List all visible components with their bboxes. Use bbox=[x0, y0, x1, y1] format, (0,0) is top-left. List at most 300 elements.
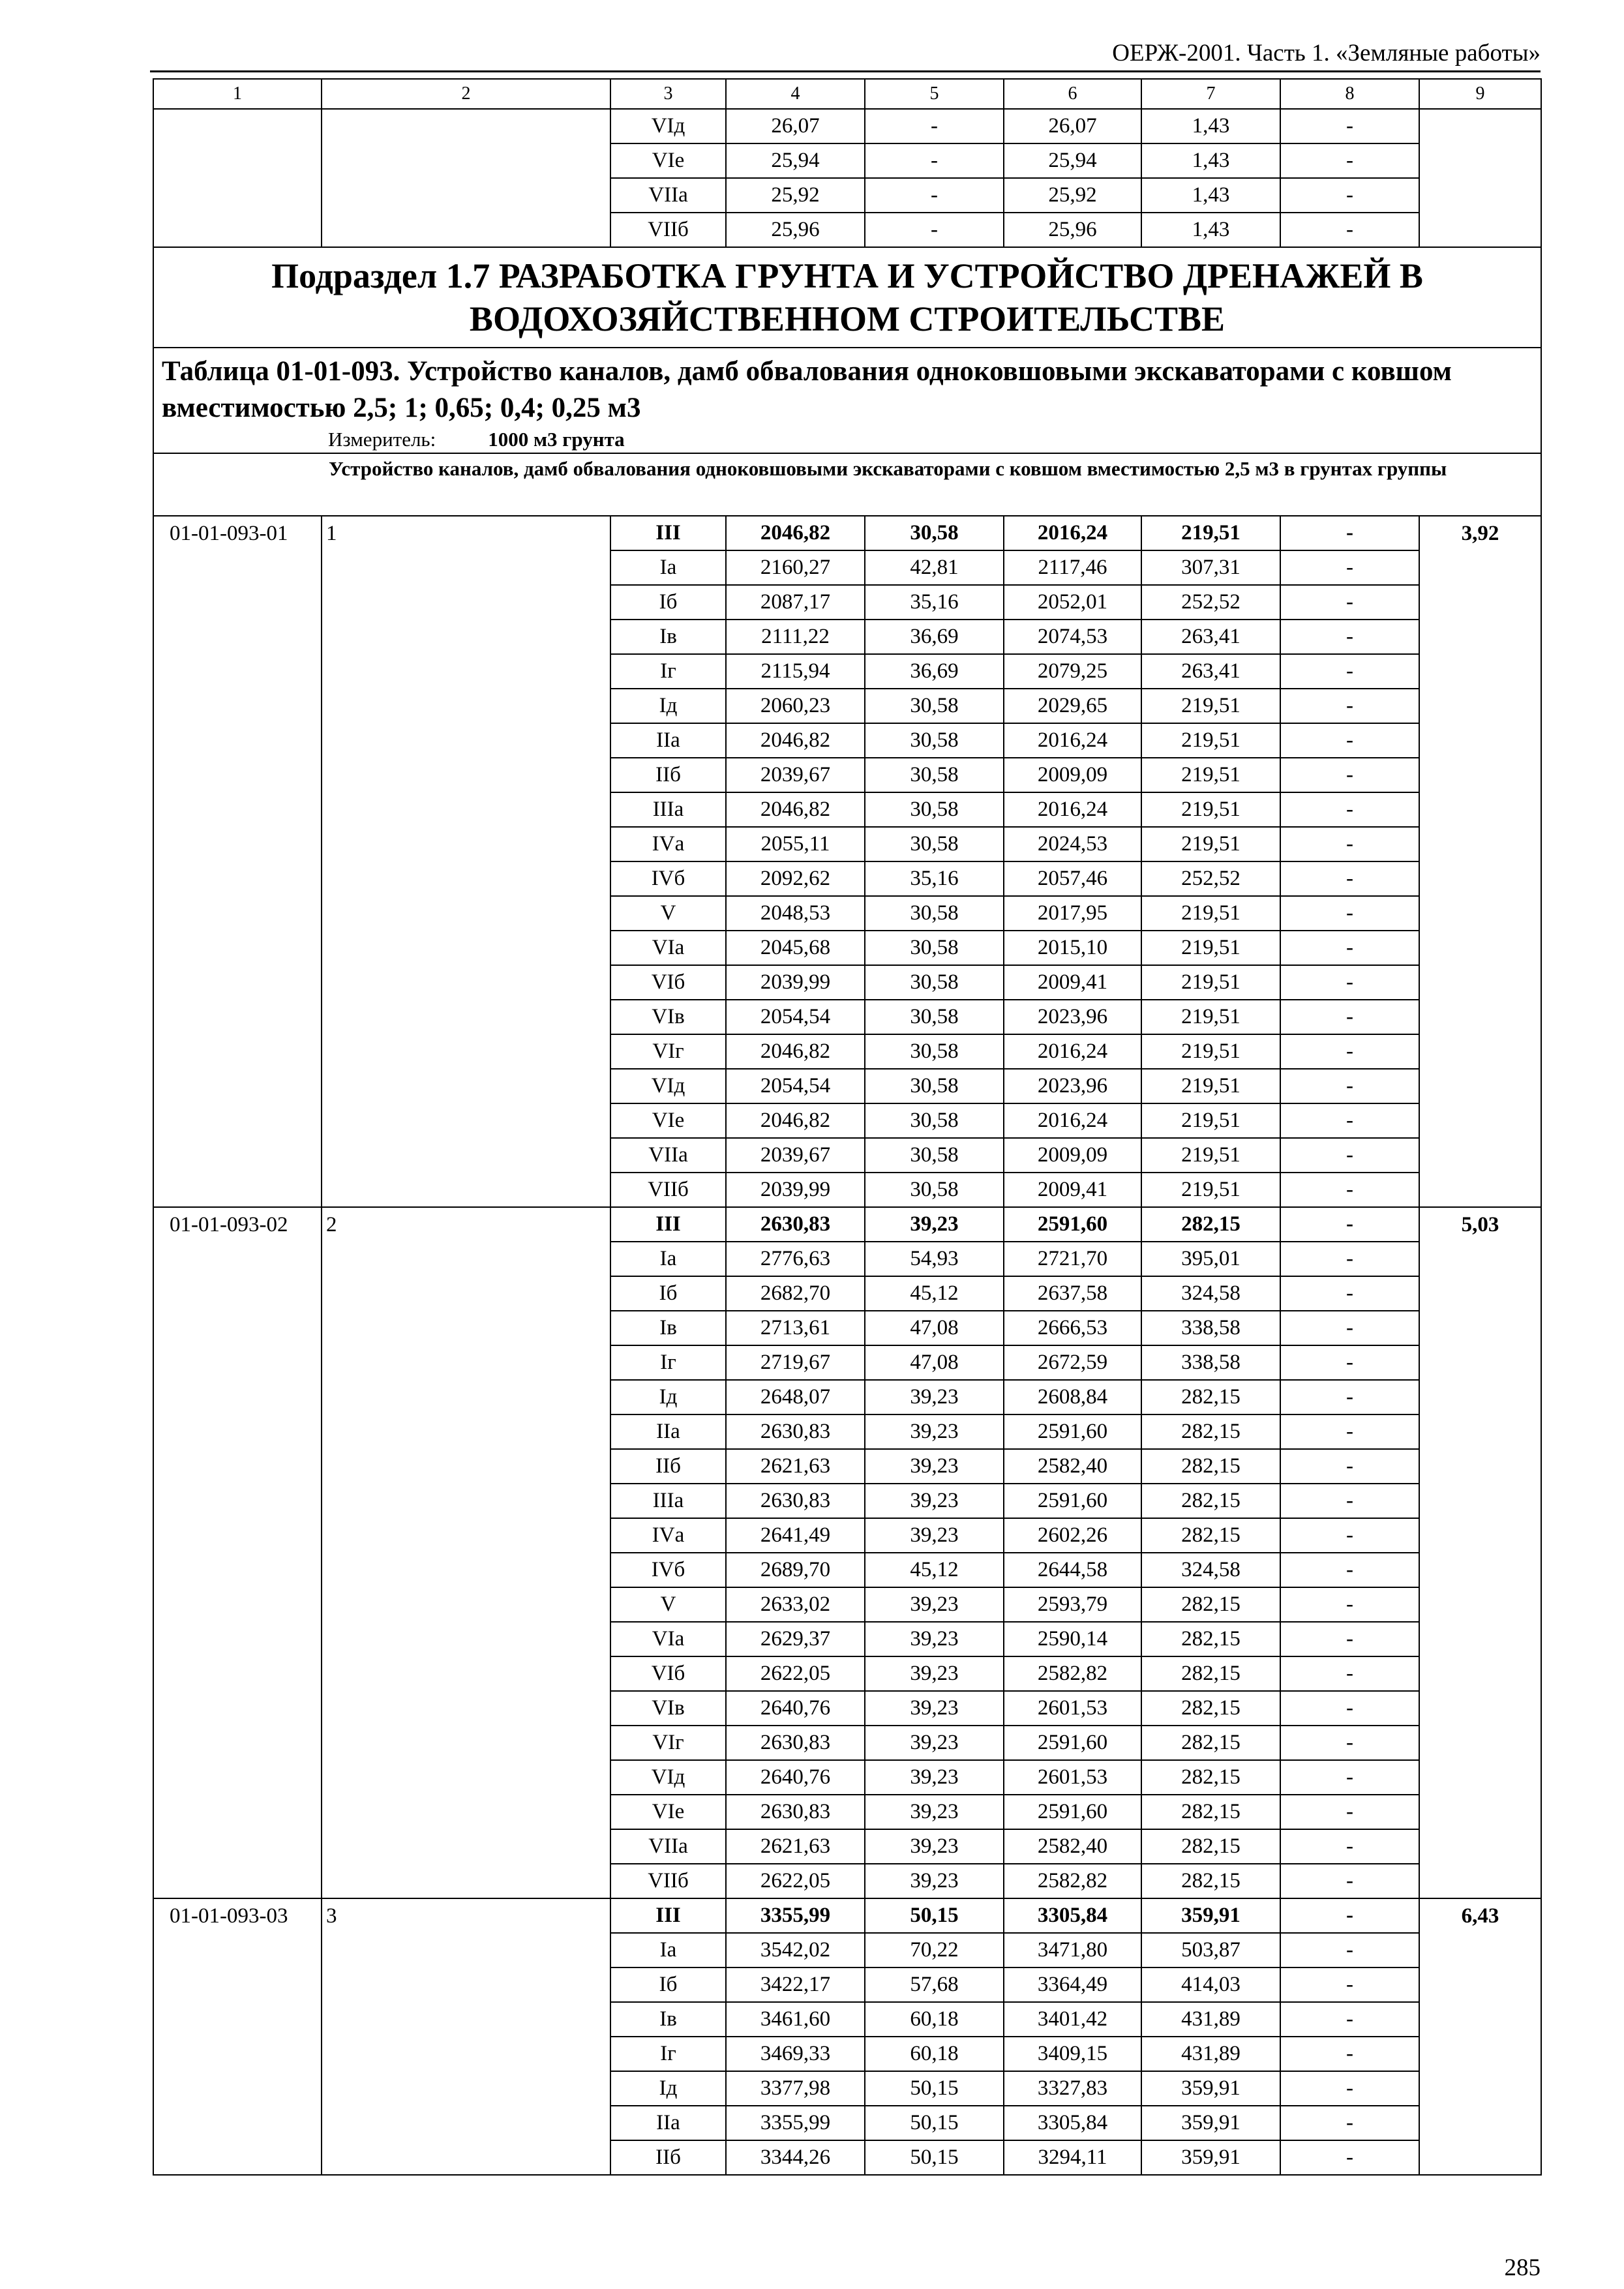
soil-group: VIа bbox=[610, 931, 726, 965]
value-cell: 39,23 bbox=[865, 1449, 1004, 1484]
value-cell: - bbox=[1280, 1587, 1419, 1622]
value-cell: 36,69 bbox=[865, 654, 1004, 689]
value-cell: 30,58 bbox=[865, 1103, 1004, 1138]
value-cell: 30,58 bbox=[865, 516, 1004, 550]
value-cell: - bbox=[1280, 2037, 1419, 2071]
value-cell: 2630,83 bbox=[726, 1795, 865, 1829]
soil-group: III bbox=[610, 1898, 726, 1933]
value-cell: 2593,79 bbox=[1004, 1587, 1141, 1622]
value-cell: 47,08 bbox=[865, 1345, 1004, 1380]
value-cell: 219,51 bbox=[1141, 931, 1280, 965]
work-description: Устройство каналов, дамб обвалования одноковшовыми экскаваторами с ковшом вместимостью 2,5 м3 в грунтах группы bbox=[153, 453, 1541, 516]
value-cell: - bbox=[1280, 861, 1419, 896]
value-cell: 30,58 bbox=[865, 1034, 1004, 1069]
soil-group: VIIб bbox=[610, 1864, 726, 1898]
value-cell: 30,58 bbox=[865, 1000, 1004, 1034]
value-cell: 219,51 bbox=[1141, 1103, 1280, 1138]
value-cell: 30,58 bbox=[865, 896, 1004, 931]
value-cell: 3401,42 bbox=[1004, 2002, 1141, 2037]
value-cell: 219,51 bbox=[1141, 1000, 1280, 1034]
value-cell: 2682,70 bbox=[726, 1276, 865, 1311]
value-cell: 3364,49 bbox=[1004, 1967, 1141, 2002]
value-cell: 25,92 bbox=[726, 178, 865, 213]
value-cell: - bbox=[1280, 178, 1419, 213]
value-cell: 2582,82 bbox=[1004, 1864, 1141, 1898]
value-cell: 338,58 bbox=[1141, 1345, 1280, 1380]
value-cell: 39,23 bbox=[865, 1656, 1004, 1691]
table-heading bbox=[153, 348, 1541, 453]
value-cell: 2591,60 bbox=[1004, 1207, 1141, 1242]
value-cell: 282,15 bbox=[1141, 1656, 1280, 1691]
value-cell: 2621,63 bbox=[726, 1449, 865, 1484]
soil-group: IIб bbox=[610, 1449, 726, 1484]
value-cell: - bbox=[1280, 1484, 1419, 1518]
rate-code: 01-01-093-03 bbox=[153, 1898, 322, 2175]
value-cell: 282,15 bbox=[1141, 1207, 1280, 1242]
subsection-row bbox=[153, 247, 1541, 348]
rate-coefficient: 3,92 bbox=[1419, 516, 1541, 1207]
value-cell: 39,23 bbox=[865, 1795, 1004, 1829]
value-cell: 3469,33 bbox=[726, 2037, 865, 2071]
value-cell: 25,94 bbox=[1004, 143, 1141, 178]
value-cell: 2648,07 bbox=[726, 1380, 865, 1414]
value-cell: 263,41 bbox=[1141, 620, 1280, 654]
soil-group: VIIб bbox=[610, 1173, 726, 1207]
column-number: 2 bbox=[322, 79, 610, 109]
value-cell: 30,58 bbox=[865, 965, 1004, 1000]
soil-group: V bbox=[610, 896, 726, 931]
value-cell: 2009,41 bbox=[1004, 1173, 1141, 1207]
value-cell: - bbox=[1280, 1173, 1419, 1207]
table-row bbox=[153, 1898, 1541, 1933]
value-cell: 282,15 bbox=[1141, 1795, 1280, 1829]
value-cell: 2621,63 bbox=[726, 1829, 865, 1864]
value-cell: - bbox=[1280, 896, 1419, 931]
rate-code: 01-01-093-02 bbox=[153, 1207, 322, 1898]
value-cell: - bbox=[1280, 585, 1419, 620]
value-cell: 282,15 bbox=[1141, 1691, 1280, 1726]
value-cell: 2633,02 bbox=[726, 1587, 865, 1622]
value-cell: 3305,84 bbox=[1004, 2106, 1141, 2140]
value-cell: 25,94 bbox=[726, 143, 865, 178]
value-cell: - bbox=[1280, 1000, 1419, 1034]
value-cell: - bbox=[1280, 2002, 1419, 2037]
soil-group: Iд bbox=[610, 2071, 726, 2106]
soil-group: IVб bbox=[610, 1553, 726, 1587]
value-cell: 35,16 bbox=[865, 861, 1004, 896]
value-cell: 35,16 bbox=[865, 585, 1004, 620]
value-cell: 2015,10 bbox=[1004, 931, 1141, 965]
value-cell: 1,43 bbox=[1141, 109, 1280, 143]
value-cell: - bbox=[1280, 1449, 1419, 1484]
soil-group: VIе bbox=[610, 1103, 726, 1138]
value-cell: 282,15 bbox=[1141, 1587, 1280, 1622]
value-cell: 42,81 bbox=[865, 550, 1004, 585]
value-cell: - bbox=[1280, 1034, 1419, 1069]
soil-group: VIв bbox=[610, 1000, 726, 1034]
value-cell: 3294,11 bbox=[1004, 2140, 1141, 2175]
value-cell: 2017,95 bbox=[1004, 896, 1141, 931]
value-cell: 50,15 bbox=[865, 2071, 1004, 2106]
value-cell: 282,15 bbox=[1141, 1518, 1280, 1553]
value-cell: 39,23 bbox=[865, 1864, 1004, 1898]
value-cell: 282,15 bbox=[1141, 1864, 1280, 1898]
value-cell: 263,41 bbox=[1141, 654, 1280, 689]
soil-group: III bbox=[610, 1207, 726, 1242]
value-cell: - bbox=[1280, 1242, 1419, 1276]
name-cell-empty bbox=[322, 109, 610, 247]
value-cell: 2622,05 bbox=[726, 1864, 865, 1898]
pricing-table bbox=[153, 78, 1542, 2176]
value-cell: 2009,09 bbox=[1004, 1138, 1141, 1173]
value-cell: 219,51 bbox=[1141, 516, 1280, 550]
value-cell: 2048,53 bbox=[726, 896, 865, 931]
rate-number: 2 bbox=[322, 1207, 610, 1898]
value-cell: 2074,53 bbox=[1004, 620, 1141, 654]
value-cell: - bbox=[1280, 1380, 1419, 1414]
value-cell: 50,15 bbox=[865, 1898, 1004, 1933]
value-cell: - bbox=[1280, 1829, 1419, 1864]
soil-group: VIIа bbox=[610, 178, 726, 213]
value-cell: - bbox=[1280, 550, 1419, 585]
value-cell: - bbox=[1280, 723, 1419, 758]
value-cell: 2640,76 bbox=[726, 1760, 865, 1795]
value-cell: 2009,09 bbox=[1004, 758, 1141, 792]
value-cell: 2590,14 bbox=[1004, 1622, 1141, 1656]
value-cell: 2046,82 bbox=[726, 792, 865, 827]
table-row bbox=[153, 1207, 1541, 1242]
soil-group: Iб bbox=[610, 1967, 726, 2002]
soil-group: IVб bbox=[610, 861, 726, 896]
value-cell: 2582,40 bbox=[1004, 1449, 1141, 1484]
value-cell: - bbox=[1280, 1656, 1419, 1691]
value-cell: 395,01 bbox=[1141, 1242, 1280, 1276]
value-cell: - bbox=[1280, 1103, 1419, 1138]
value-cell: - bbox=[1280, 1138, 1419, 1173]
value-cell: - bbox=[1280, 1691, 1419, 1726]
value-cell: 36,69 bbox=[865, 620, 1004, 654]
value-cell: 2052,01 bbox=[1004, 585, 1141, 620]
value-cell: - bbox=[1280, 1622, 1419, 1656]
value-cell: 2016,24 bbox=[1004, 1103, 1141, 1138]
soil-group: Iг bbox=[610, 2037, 726, 2071]
value-cell: 2060,23 bbox=[726, 689, 865, 723]
value-cell: 2644,58 bbox=[1004, 1553, 1141, 1587]
value-cell: 1,43 bbox=[1141, 213, 1280, 247]
value-cell: 30,58 bbox=[865, 723, 1004, 758]
value-cell: 219,51 bbox=[1141, 792, 1280, 827]
value-cell: 2023,96 bbox=[1004, 1000, 1141, 1034]
value-cell: 60,18 bbox=[865, 2037, 1004, 2071]
value-cell: 2601,53 bbox=[1004, 1691, 1141, 1726]
value-cell: 2115,94 bbox=[726, 654, 865, 689]
value-cell: 2640,76 bbox=[726, 1691, 865, 1726]
value-cell: - bbox=[1280, 620, 1419, 654]
description-row bbox=[153, 453, 1541, 516]
column-number: 3 bbox=[610, 79, 726, 109]
value-cell: 3355,99 bbox=[726, 1898, 865, 1933]
value-cell: - bbox=[1280, 143, 1419, 178]
soil-group: VIг bbox=[610, 1726, 726, 1760]
value-cell: 3461,60 bbox=[726, 2002, 865, 2037]
value-cell: - bbox=[1280, 1345, 1419, 1380]
code-cell-empty bbox=[153, 109, 322, 247]
value-cell: 2582,40 bbox=[1004, 1829, 1141, 1864]
value-cell: 2622,05 bbox=[726, 1656, 865, 1691]
value-cell: 219,51 bbox=[1141, 758, 1280, 792]
value-cell: - bbox=[1280, 1864, 1419, 1898]
value-cell: 2713,61 bbox=[726, 1311, 865, 1345]
soil-group: VIд bbox=[610, 1760, 726, 1795]
page-number: 285 bbox=[1504, 2254, 1541, 2281]
value-cell: - bbox=[1280, 1967, 1419, 2002]
table-row bbox=[153, 516, 1541, 550]
running-header: ОЕРЖ-2001. Часть 1. «Земляные работы» bbox=[1112, 40, 1541, 67]
soil-group: VIв bbox=[610, 1691, 726, 1726]
rate-coefficient: 5,03 bbox=[1419, 1207, 1541, 1898]
value-cell: 45,12 bbox=[865, 1553, 1004, 1587]
value-cell: 219,51 bbox=[1141, 1138, 1280, 1173]
soil-group: IIа bbox=[610, 2106, 726, 2140]
soil-group: III bbox=[610, 516, 726, 550]
value-cell: 282,15 bbox=[1141, 1449, 1280, 1484]
value-cell: - bbox=[1280, 2071, 1419, 2106]
value-cell: 39,23 bbox=[865, 1760, 1004, 1795]
value-cell: 2055,11 bbox=[726, 827, 865, 861]
value-cell: 338,58 bbox=[1141, 1311, 1280, 1345]
subsection-title: Подраздел 1.7 РАЗРАБОТКА ГРУНТА И УСТРОЙСТВО ДРЕНАЖЕЙ В ВОДОХОЗЯЙСТВЕННОМ СТРОИТЕЛЬСТВЕ bbox=[153, 247, 1541, 348]
value-cell: - bbox=[1280, 1207, 1419, 1242]
value-cell: - bbox=[1280, 109, 1419, 143]
value-cell: 2046,82 bbox=[726, 1034, 865, 1069]
value-cell: - bbox=[1280, 1726, 1419, 1760]
value-cell: 30,58 bbox=[865, 827, 1004, 861]
value-cell: - bbox=[1280, 827, 1419, 861]
soil-group: Iв bbox=[610, 620, 726, 654]
value-cell: 30,58 bbox=[865, 1138, 1004, 1173]
value-cell: - bbox=[1280, 1760, 1419, 1795]
soil-group: IVа bbox=[610, 827, 726, 861]
value-cell: 3471,80 bbox=[1004, 1933, 1141, 1967]
value-cell: 2630,83 bbox=[726, 1414, 865, 1449]
column-number: 5 bbox=[865, 79, 1004, 109]
value-cell: 3305,84 bbox=[1004, 1898, 1141, 1933]
soil-group: Iд bbox=[610, 689, 726, 723]
value-cell: 2591,60 bbox=[1004, 1414, 1141, 1449]
soil-group: Iв bbox=[610, 2002, 726, 2037]
value-cell: - bbox=[1280, 1518, 1419, 1553]
column-number: 7 bbox=[1141, 79, 1280, 109]
coef-cell-empty bbox=[1419, 109, 1541, 247]
value-cell: 30,58 bbox=[865, 689, 1004, 723]
soil-group: Iг bbox=[610, 1345, 726, 1380]
value-cell: 252,52 bbox=[1141, 861, 1280, 896]
value-cell: - bbox=[1280, 1933, 1419, 1967]
value-cell: 2629,37 bbox=[726, 1622, 865, 1656]
value-cell: 2630,83 bbox=[726, 1726, 865, 1760]
value-cell: 2024,53 bbox=[1004, 827, 1141, 861]
value-cell: 2029,65 bbox=[1004, 689, 1141, 723]
value-cell: 219,51 bbox=[1141, 827, 1280, 861]
value-cell: 3344,26 bbox=[726, 2140, 865, 2175]
header-rule bbox=[150, 70, 1541, 72]
value-cell: - bbox=[865, 178, 1004, 213]
value-cell: 282,15 bbox=[1141, 1622, 1280, 1656]
value-cell: 2591,60 bbox=[1004, 1726, 1141, 1760]
value-cell: 1,43 bbox=[1141, 143, 1280, 178]
value-cell: 282,15 bbox=[1141, 1726, 1280, 1760]
value-cell: 30,58 bbox=[865, 792, 1004, 827]
value-cell: - bbox=[1280, 2106, 1419, 2140]
value-cell: 2023,96 bbox=[1004, 1069, 1141, 1103]
value-cell: - bbox=[1280, 516, 1419, 550]
value-cell: 25,96 bbox=[726, 213, 865, 247]
value-cell: 2039,67 bbox=[726, 1138, 865, 1173]
column-number: 9 bbox=[1419, 79, 1541, 109]
value-cell: - bbox=[1280, 758, 1419, 792]
value-cell: 431,89 bbox=[1141, 2002, 1280, 2037]
value-cell: - bbox=[1280, 213, 1419, 247]
soil-group: IIIа bbox=[610, 1484, 726, 1518]
value-cell: 2608,84 bbox=[1004, 1380, 1141, 1414]
value-cell: 2582,82 bbox=[1004, 1656, 1141, 1691]
value-cell: 282,15 bbox=[1141, 1829, 1280, 1864]
soil-group: Iд bbox=[610, 1380, 726, 1414]
value-cell: 39,23 bbox=[865, 1587, 1004, 1622]
value-cell: 2776,63 bbox=[726, 1242, 865, 1276]
soil-group: Iб bbox=[610, 1276, 726, 1311]
value-cell: 2016,24 bbox=[1004, 723, 1141, 758]
value-cell: 307,31 bbox=[1141, 550, 1280, 585]
value-cell: 39,23 bbox=[865, 1726, 1004, 1760]
value-cell: 2117,46 bbox=[1004, 550, 1141, 585]
value-cell: 2079,25 bbox=[1004, 654, 1141, 689]
rate-code: 01-01-093-01 bbox=[153, 516, 322, 1207]
soil-group: VIб bbox=[610, 1656, 726, 1691]
value-cell: 39,23 bbox=[865, 1518, 1004, 1553]
value-cell: 2039,67 bbox=[726, 758, 865, 792]
value-cell: 2039,99 bbox=[726, 965, 865, 1000]
value-cell: 2087,17 bbox=[726, 585, 865, 620]
rate-coefficient: 6,43 bbox=[1419, 1898, 1541, 2175]
soil-group: Iа bbox=[610, 550, 726, 585]
value-cell: 2054,54 bbox=[726, 1069, 865, 1103]
soil-group: VIIа bbox=[610, 1138, 726, 1173]
value-cell: 2721,70 bbox=[1004, 1242, 1141, 1276]
value-cell: 2719,67 bbox=[726, 1345, 865, 1380]
soil-group: IVа bbox=[610, 1518, 726, 1553]
value-cell: 30,58 bbox=[865, 1173, 1004, 1207]
soil-group: VIд bbox=[610, 109, 726, 143]
value-cell: - bbox=[1280, 1898, 1419, 1933]
value-cell: 282,15 bbox=[1141, 1484, 1280, 1518]
value-cell: 219,51 bbox=[1141, 1034, 1280, 1069]
soil-group: VIе bbox=[610, 1795, 726, 1829]
value-cell: 2016,24 bbox=[1004, 516, 1141, 550]
value-cell: - bbox=[865, 109, 1004, 143]
value-cell: - bbox=[1280, 1414, 1419, 1449]
value-cell: 25,96 bbox=[1004, 213, 1141, 247]
measure-line bbox=[328, 426, 1533, 453]
value-cell: 39,23 bbox=[865, 1380, 1004, 1414]
value-cell: 359,91 bbox=[1141, 2140, 1280, 2175]
value-cell: 25,92 bbox=[1004, 178, 1141, 213]
value-cell: 282,15 bbox=[1141, 1760, 1280, 1795]
value-cell: 1,43 bbox=[1141, 178, 1280, 213]
column-number: 6 bbox=[1004, 79, 1141, 109]
rate-number: 3 bbox=[322, 1898, 610, 2175]
value-cell: 359,91 bbox=[1141, 1898, 1280, 1933]
value-cell: 39,23 bbox=[865, 1414, 1004, 1449]
value-cell: 503,87 bbox=[1141, 1933, 1280, 1967]
value-cell: 414,03 bbox=[1141, 1967, 1280, 2002]
value-cell: 3409,15 bbox=[1004, 2037, 1141, 2071]
value-cell: 3422,17 bbox=[726, 1967, 865, 2002]
value-cell: 252,52 bbox=[1141, 585, 1280, 620]
soil-group: IIа bbox=[610, 723, 726, 758]
value-cell: 2602,26 bbox=[1004, 1518, 1141, 1553]
column-number: 8 bbox=[1280, 79, 1419, 109]
value-cell: 2016,24 bbox=[1004, 1034, 1141, 1069]
value-cell: 60,18 bbox=[865, 2002, 1004, 2037]
value-cell: 2630,83 bbox=[726, 1484, 865, 1518]
value-cell: - bbox=[1280, 931, 1419, 965]
value-cell: - bbox=[865, 213, 1004, 247]
soil-group: Iа bbox=[610, 1933, 726, 1967]
value-cell: 2046,82 bbox=[726, 516, 865, 550]
value-cell: 2046,82 bbox=[726, 1103, 865, 1138]
soil-group: VIд bbox=[610, 1069, 726, 1103]
table-title: Таблица 01-01-093. Устройство каналов, дамб обвалования одноковшовыми экскаваторами с ковшом вместимостью 2,5; 1; 0,65; 0,4; 0,25 м3 bbox=[162, 356, 1452, 423]
measure-value: 1000 м3 грунта bbox=[488, 428, 625, 451]
soil-group: IIб bbox=[610, 758, 726, 792]
value-cell: 2591,60 bbox=[1004, 1484, 1141, 1518]
value-cell: 359,91 bbox=[1141, 2106, 1280, 2140]
value-cell: 39,23 bbox=[865, 1207, 1004, 1242]
value-cell: 2057,46 bbox=[1004, 861, 1141, 896]
value-cell: - bbox=[1280, 1553, 1419, 1587]
value-cell: 2689,70 bbox=[726, 1553, 865, 1587]
value-cell: 2637,58 bbox=[1004, 1276, 1141, 1311]
column-number: 4 bbox=[726, 79, 865, 109]
value-cell: 2054,54 bbox=[726, 1000, 865, 1034]
value-cell: 39,23 bbox=[865, 1829, 1004, 1864]
value-cell: 45,12 bbox=[865, 1276, 1004, 1311]
soil-group: IIIа bbox=[610, 792, 726, 827]
soil-group: IIб bbox=[610, 2140, 726, 2175]
value-cell: 57,68 bbox=[865, 1967, 1004, 2002]
value-cell: 282,15 bbox=[1141, 1380, 1280, 1414]
soil-group: VIа bbox=[610, 1622, 726, 1656]
soil-group: V bbox=[610, 1587, 726, 1622]
value-cell: 26,07 bbox=[1004, 109, 1141, 143]
measure-label: Измеритель: bbox=[328, 428, 436, 451]
value-cell: 2111,22 bbox=[726, 620, 865, 654]
value-cell: 30,58 bbox=[865, 1069, 1004, 1103]
value-cell: 2641,49 bbox=[726, 1518, 865, 1553]
value-cell: 2009,41 bbox=[1004, 965, 1141, 1000]
value-cell: 2666,53 bbox=[1004, 1311, 1141, 1345]
value-cell: 3542,02 bbox=[726, 1933, 865, 1967]
value-cell: 47,08 bbox=[865, 1311, 1004, 1345]
value-cell: 282,15 bbox=[1141, 1414, 1280, 1449]
value-cell: 39,23 bbox=[865, 1484, 1004, 1518]
value-cell: 2016,24 bbox=[1004, 792, 1141, 827]
soil-group: VIIа bbox=[610, 1829, 726, 1864]
value-cell: - bbox=[1280, 965, 1419, 1000]
value-cell: 2630,83 bbox=[726, 1207, 865, 1242]
value-cell: 39,23 bbox=[865, 1691, 1004, 1726]
